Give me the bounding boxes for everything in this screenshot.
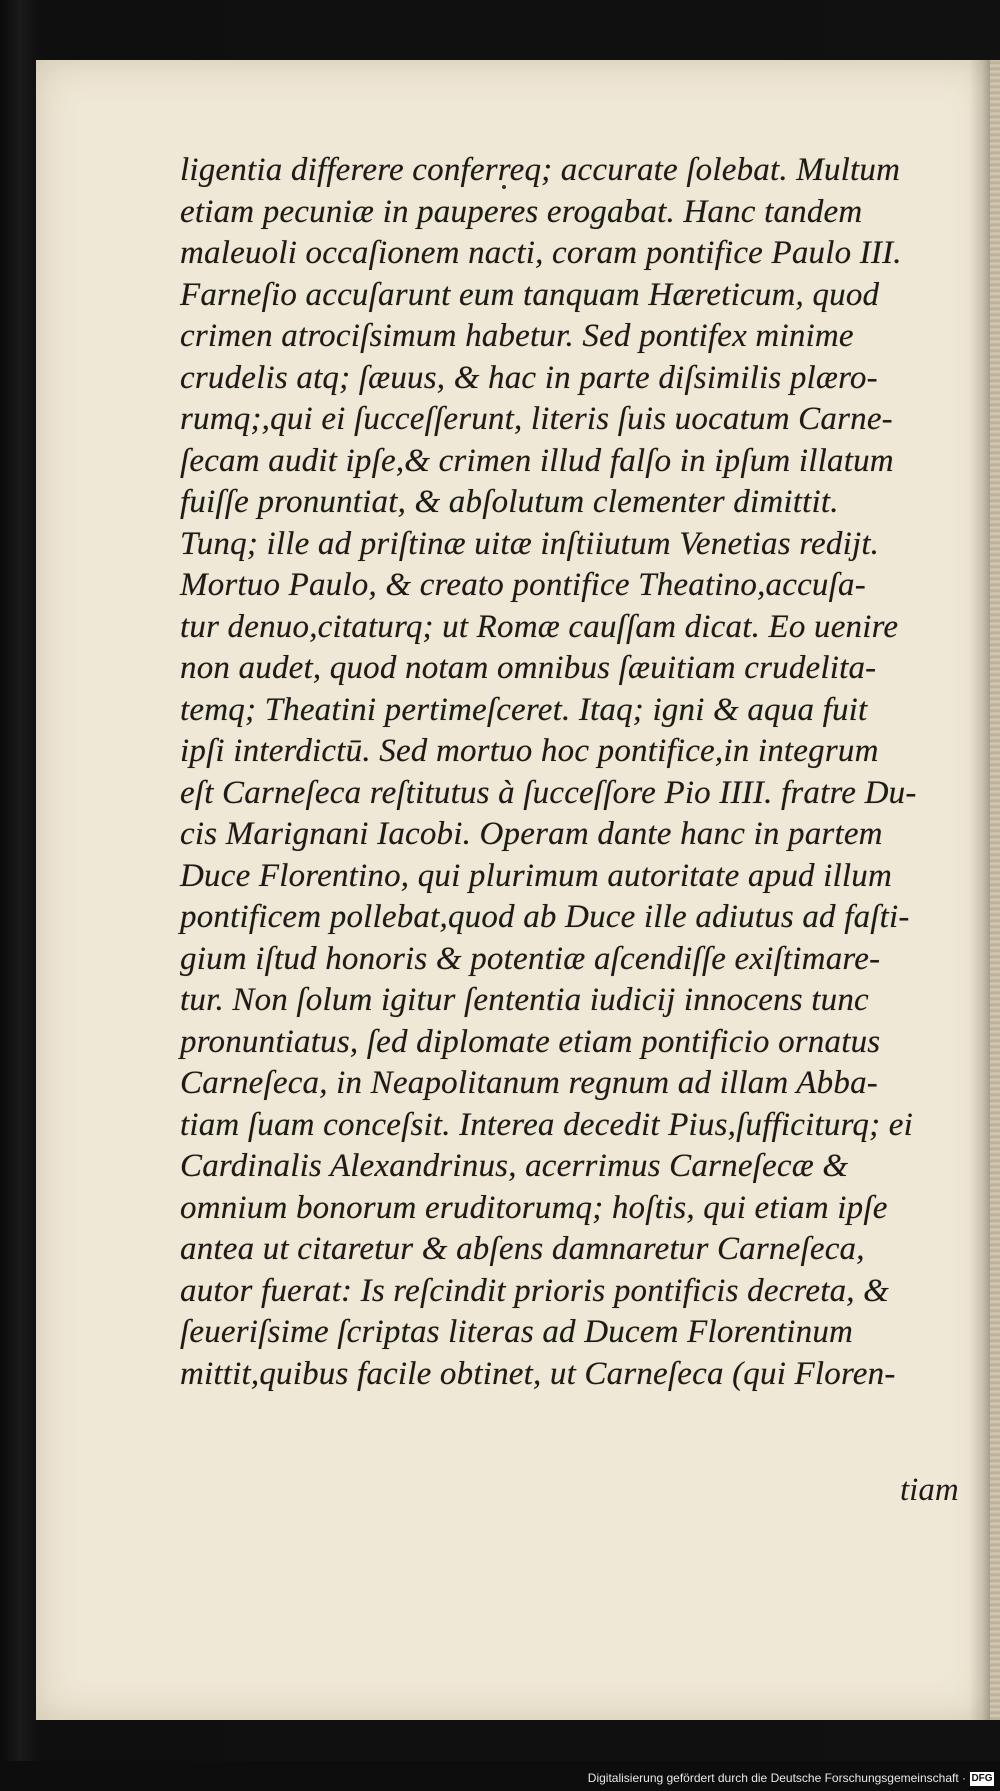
text-line: Farneſio accuſarunt eum tanquam Hæreticum, quod	[180, 276, 880, 313]
text-line: rumq;,qui ei ſucceſſerunt, literis ſuis uocatum Carne-	[180, 401, 893, 437]
text-line: crudelis atq; ſæuus, & hac in parte diſsimilis plæro-	[180, 359, 878, 396]
digitization-credit: Digitalisierung gefördert durch die Deutsche Forschungsgemeinschaft ·	[587, 1771, 966, 1785]
text-line: fuiſſe pronuntiat, & abſolutum clementer dimittit.	[180, 484, 839, 520]
text-line: tur denuo,citaturq; ut Romæ cauſſam dicat. Eo uenire	[180, 608, 899, 645]
text-line: etiam pecuniæ in pauperes erogabat. Hanc tandem	[180, 193, 863, 230]
text-line: gium iſtud honoris & potentiæ aſcendiſſe exiſtimare-	[180, 940, 881, 977]
footer-bar	[0, 1761, 1000, 1791]
text-line: pronuntiatus, ſed diplomate etiam pontificio ornatus	[180, 1023, 881, 1060]
text-line: autor fuerat: Is reſcindit prioris pontificis decreta, &	[180, 1272, 890, 1309]
text-line: tur. Non ſolum igitur ſententia iudicij innocens tunc	[180, 982, 869, 1018]
text-line: Mortuo Paulo, & creato pontifice Theatino,accuſa-	[180, 567, 866, 603]
text-line: eſt Carneſeca reſtitutus à ſucceſſore Pio IIII. fratre Du-	[180, 774, 917, 811]
text-line: maleuoli occaſionem nacti, coram pontifice Paulo III.	[180, 235, 902, 271]
text-line: crimen atrociſsimum habetur. Sed pontifex minime	[180, 318, 854, 354]
catchword: tiam	[900, 1472, 959, 1508]
text-line: temq; Theatini pertimeſceret. Itaq; igni & aqua fuit	[180, 691, 868, 728]
text-line: antea ut citaretur & abſens damnaretur Carneſeca,	[180, 1231, 865, 1267]
text-line: ligentia differere conferreq; accurate ſolebat. Multum	[180, 152, 901, 188]
text-line: Tunq; ille ad priſtinæ uitæ inſtiiutum Venetias redijt.	[180, 525, 880, 562]
text-line: Cardinalis Alexandrinus, acerrimus Carneſecæ &	[180, 1148, 849, 1184]
text-line: mittit,quibus facile obtinet, ut Carneſeca (qui Floren-	[180, 1355, 896, 1392]
text-line: cis Marignani Iacobi. Operam dante hanc in partem	[180, 816, 883, 852]
text-line: non audet, quod notam omnibus ſæuitiam crudelita-	[180, 650, 877, 686]
text-line: ipſi interdictū. Sed mortuo hoc pontifice,in integrum	[180, 733, 879, 769]
text-line: Duce Florentino, qui plurimum autoritate apud illum	[180, 857, 893, 894]
body-text	[180, 150, 950, 1395]
text-line: tiam ſuam conceſsit. Interea decedit Pius,ſufficiturq; ei	[180, 1106, 913, 1143]
text-line: Carneſeca, in Neapolitanum regnum ad illam Abba-	[180, 1065, 878, 1101]
text-line: omnium bonorum eruditorumq; hoſtis, qui etiam ipſe	[180, 1189, 888, 1226]
text-line: ſeueriſsime ſcriptas literas ad Ducem Florentinum	[180, 1314, 854, 1350]
dfg-logo-icon: DFG	[971, 1773, 993, 1784]
text-line: ſecam audit ipſe,& crimen illud falſo in ipſum illatum	[180, 442, 894, 479]
text-line: pontificem pollebat,quod ab Duce ille adiutus ad faſti-	[180, 899, 910, 935]
page-edge	[990, 60, 1000, 1720]
